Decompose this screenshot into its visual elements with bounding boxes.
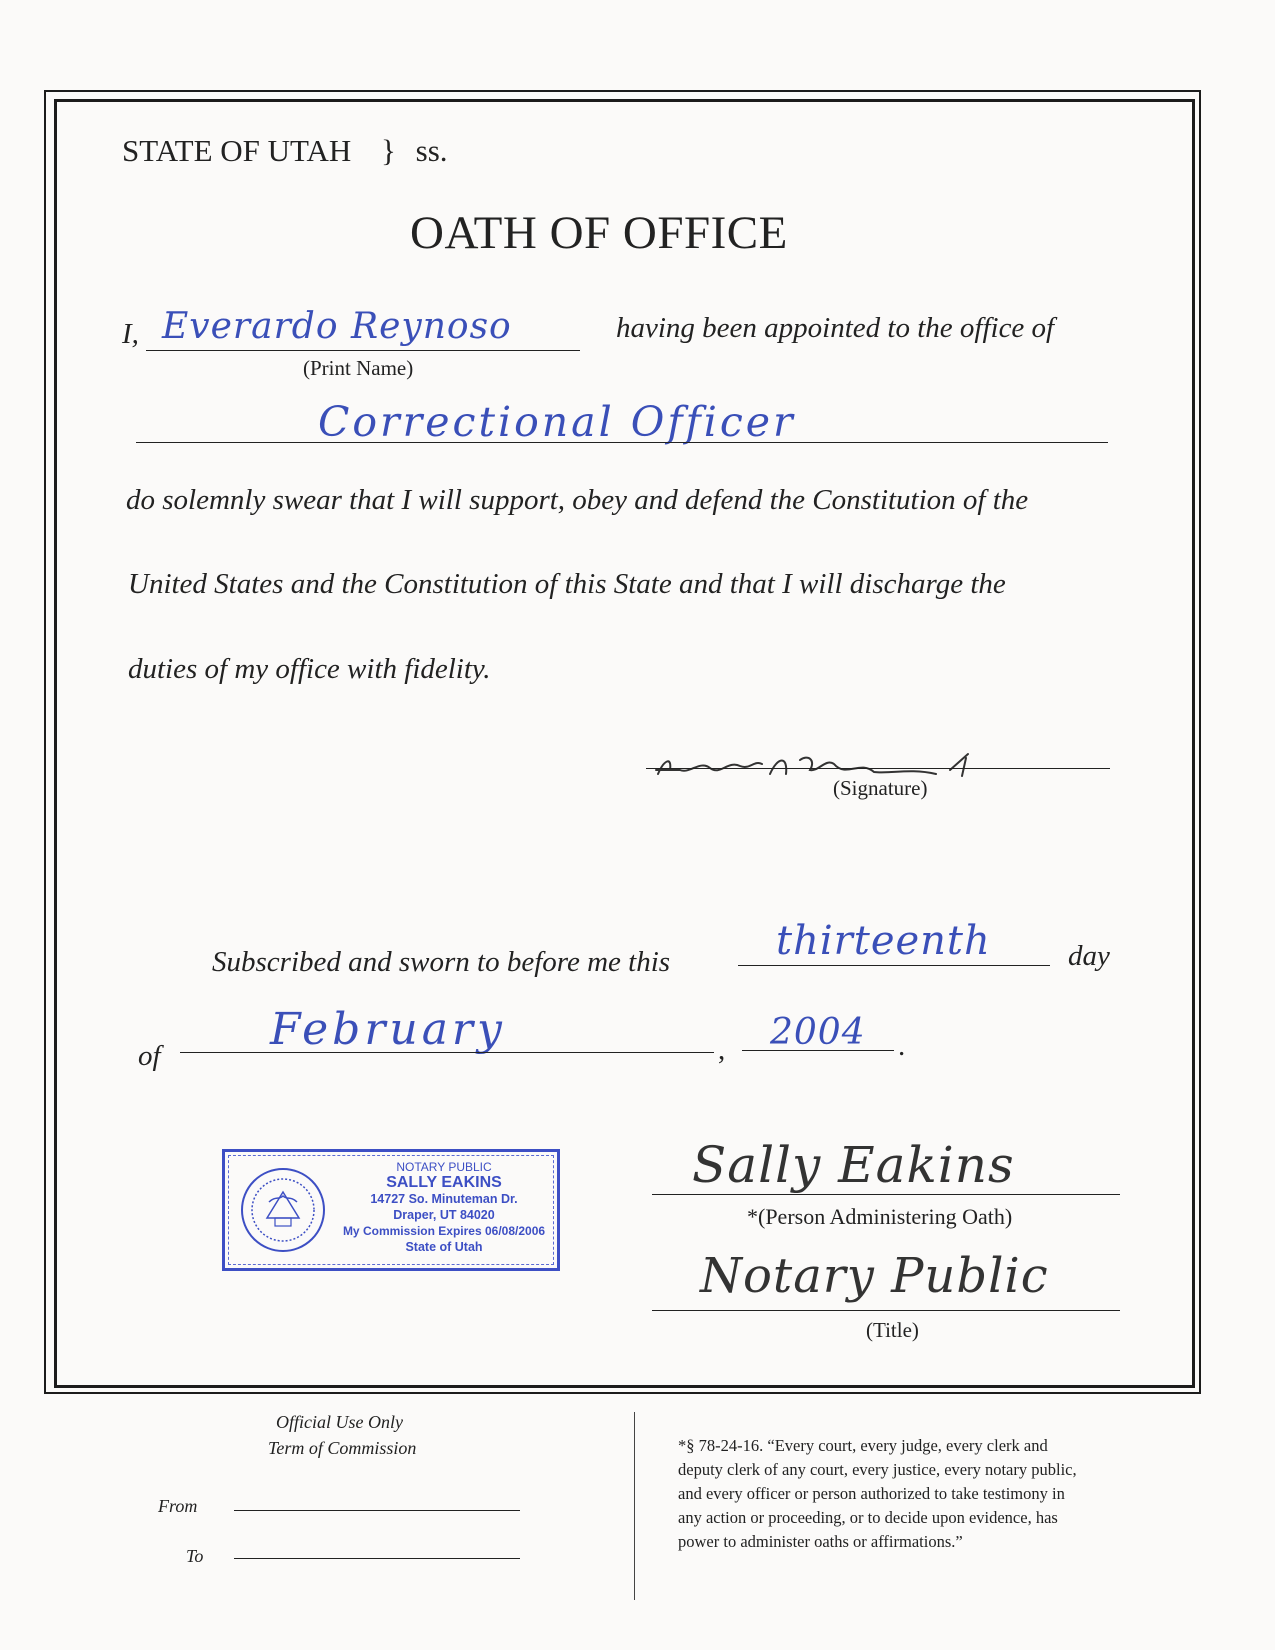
oath-line-1: do solemnly swear that I will support, obey and defend the Constitution of the xyxy=(126,484,1029,516)
to-label: To xyxy=(186,1546,204,1566)
stamp-line-3: 14727 So. Minuteman Dr. xyxy=(370,1192,518,1206)
to-line xyxy=(234,1558,520,1559)
official-use-heading: Official Use Only xyxy=(276,1412,403,1432)
month-value: February xyxy=(270,1004,506,1055)
stamp-line-6: State of Utah xyxy=(405,1240,483,1254)
state-seal-icon xyxy=(239,1166,327,1254)
year-period: . xyxy=(898,1030,906,1062)
footnote-line-1: *§ 78-24-16. “Every court, every judge, every clerk and xyxy=(678,1436,1048,1455)
state-heading xyxy=(122,133,448,169)
document-title: OATH OF OFFICE xyxy=(410,207,788,259)
footnote-line-3: and every officer or person authorized to take testimony in xyxy=(678,1484,1065,1503)
oath-line-3: duties of my office with fidelity. xyxy=(128,653,491,685)
from-line xyxy=(234,1510,520,1511)
bottom-divider xyxy=(634,1412,635,1600)
stamp-line-4: Draper, UT 84020 xyxy=(393,1208,495,1222)
stamp-line-2: SALLY EAKINS xyxy=(386,1174,502,1191)
day-value: thirteenth xyxy=(776,918,991,964)
administering-line xyxy=(652,1194,1120,1195)
notary-stamp xyxy=(222,1149,560,1271)
from-label: From xyxy=(158,1496,198,1516)
footnote-line-2: deputy clerk of any court, every justice, every notary public, xyxy=(678,1460,1077,1479)
day-line xyxy=(738,965,1050,966)
i-prefix: I, xyxy=(122,318,139,350)
state-brace: } xyxy=(381,133,396,168)
title-line xyxy=(652,1310,1120,1311)
title-label: (Title) xyxy=(866,1318,919,1342)
administering-label: *(Person Administering Oath) xyxy=(747,1204,1013,1229)
month-comma: , xyxy=(718,1034,726,1066)
state-ss: ss. xyxy=(415,133,448,168)
year-line xyxy=(742,1050,894,1051)
appointed-text: having been appointed to the office of xyxy=(616,312,1055,344)
day-text: day xyxy=(1068,940,1110,972)
stamp-line-5: My Commission Expires 06/08/2006 xyxy=(342,1224,546,1238)
office-line xyxy=(136,442,1108,443)
footnote-line-5: power to administer oaths or affirmations.” xyxy=(678,1532,963,1551)
title-value: Notary Public xyxy=(700,1248,1049,1304)
signature-scrawl xyxy=(650,730,1010,790)
signature-label: (Signature) xyxy=(833,776,928,800)
oath-line-2: United States and the Constitution of this State and that I will discharge the xyxy=(128,568,1006,600)
footnote-line-4: any action or proceeding, or to decide upon evidence, has xyxy=(678,1508,1058,1527)
subscribed-text: Subscribed and sworn to before me this xyxy=(212,946,671,978)
footnote xyxy=(678,1434,1077,1554)
stamp-line-1: NOTARY PUBLIC xyxy=(396,1160,492,1174)
official-use-subheading: Term of Commission xyxy=(268,1438,417,1458)
state-name: STATE OF UTAH xyxy=(122,133,352,168)
administering-signature: Sally Eakins xyxy=(692,1136,1015,1194)
office-value: Correctional Officer xyxy=(318,398,796,446)
month-line xyxy=(180,1052,714,1053)
print-name-label: (Print Name) xyxy=(303,356,414,380)
stamp-text xyxy=(333,1159,555,1255)
of-text: of xyxy=(138,1040,161,1072)
print-name-value: Everardo Reynoso xyxy=(162,306,512,347)
signature-line xyxy=(646,768,1110,769)
print-name-line xyxy=(146,350,580,351)
year-value: 2004 xyxy=(770,1012,866,1053)
